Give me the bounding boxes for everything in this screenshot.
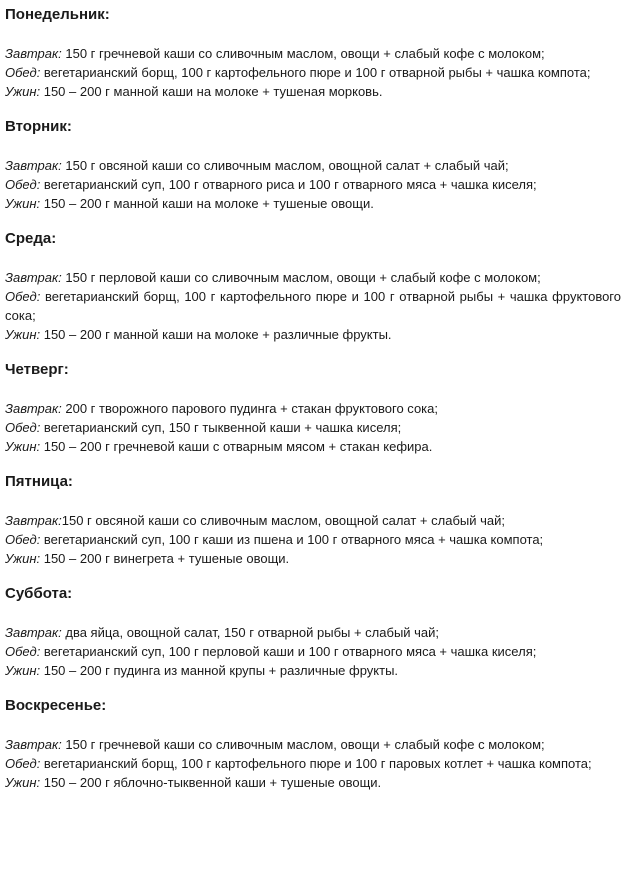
meal-text: два яйца, овощной салат, 150 г отварной рыбы + слабый чай; — [61, 625, 440, 640]
meal-lunch — [5, 530, 621, 549]
day-section-saturday — [5, 585, 621, 680]
meal-text: 150 г перловой каши со сливочным маслом, овощи + слабый кофе с молоком; — [61, 270, 541, 285]
day-section-tuesday — [5, 118, 621, 213]
meal-breakfast — [5, 156, 621, 175]
meal-label: Завтрак: — [5, 401, 62, 416]
meal-label: Ужин: — [5, 327, 41, 342]
meal-text: 150 – 200 г винегрета + тушеные овощи. — [40, 551, 290, 566]
meal-lunch — [5, 175, 621, 194]
meal-lunch — [5, 418, 621, 437]
day-title: Воскресенье: — [5, 697, 107, 714]
meal-label: Завтрак: — [5, 158, 62, 173]
meal-breakfast — [5, 623, 621, 642]
meal-label: Обед: — [5, 644, 41, 659]
meal-text: вегетарианский суп, 100 г каши из пшена и 100 г отварного мяса + чашка компота; — [40, 532, 544, 547]
day-title: Среда: — [5, 230, 57, 247]
day-title: Вторник: — [5, 118, 72, 135]
meal-label: Обед: — [5, 65, 41, 80]
meal-text: 150 г гречневой каши со сливочным маслом, овощи + слабый кофе с молоком; — [61, 46, 545, 61]
meal-lunch — [5, 63, 621, 82]
meal-text: вегетарианский суп, 150 г тыквенной каши + чашка киселя; — [40, 420, 402, 435]
meal-text: 150 – 200 г манной каши на молоке + тушеные овощи. — [40, 196, 374, 211]
meal-lunch — [5, 642, 621, 661]
meal-breakfast — [5, 399, 621, 418]
day-section-thursday — [5, 361, 621, 456]
meal-lunch — [5, 287, 621, 325]
meal-dinner — [5, 661, 621, 680]
meal-text: 150 – 200 г яблочно-тыквенной каши + тушеные овощи. — [40, 775, 382, 790]
meal-label: Завтрак: — [5, 625, 62, 640]
menu-article — [5, 6, 621, 792]
meal-dinner — [5, 549, 621, 568]
meal-text: вегетарианский борщ, 100 г картофельного пюре и 100 г отварной рыбы + чашка фруктового сока; — [5, 289, 621, 323]
meal-text: 150 – 200 г гречневой каши с отварным мясом + стакан кефира. — [40, 439, 433, 454]
meal-text: 150 – 200 г пудинга из манной крупы + различные фрукты. — [40, 663, 399, 678]
meal-label: Обед: — [5, 177, 41, 192]
day-title: Суббота: — [5, 585, 73, 602]
day-section-wednesday — [5, 230, 621, 344]
day-section-sunday — [5, 697, 621, 792]
meal-label: Обед: — [5, 756, 41, 771]
meal-text: вегетарианский борщ, 100 г картофельного пюре и 100 г отварной рыбы + чашка компота; — [40, 65, 591, 80]
meal-breakfast — [5, 735, 621, 754]
meal-label: Ужин: — [5, 775, 41, 790]
meal-breakfast — [5, 268, 621, 287]
meal-label: Ужин: — [5, 551, 41, 566]
meal-dinner — [5, 325, 621, 344]
meal-text: вегетарианский борщ, 100 г картофельного пюре и 100 г паровых котлет + чашка компота; — [40, 756, 592, 771]
meal-label: Ужин: — [5, 196, 41, 211]
meal-label: Завтрак: — [5, 737, 62, 752]
meal-text: 150 г овсяной каши со сливочным маслом, овощной салат + слабый чай; — [61, 158, 509, 173]
day-section-monday — [5, 6, 621, 101]
meal-text: 150 – 200 г манной каши на молоке + различные фрукты. — [40, 327, 392, 342]
day-title: Четверг: — [5, 361, 69, 378]
meal-label: Завтрак: — [5, 513, 62, 528]
day-title: Понедельник: — [5, 6, 110, 23]
meal-label: Обед: — [5, 289, 41, 304]
meal-text: 200 г творожного парового пудинга + стакан фруктового сока; — [61, 401, 438, 416]
meal-text: 150 – 200 г манной каши на молоке + тушеная морковь. — [40, 84, 383, 99]
meal-text: 150 г гречневой каши со сливочным маслом, овощи + слабый кофе с молоком; — [61, 737, 545, 752]
meal-text: вегетарианский суп, 100 г отварного риса и 100 г отварного мяса + чашка киселя; — [40, 177, 537, 192]
meal-label: Обед: — [5, 420, 41, 435]
meal-label: Ужин: — [5, 84, 41, 99]
meal-dinner — [5, 82, 621, 101]
meal-dinner — [5, 773, 621, 792]
meal-dinner — [5, 437, 621, 456]
meal-breakfast — [5, 511, 621, 530]
meal-label: Ужин: — [5, 663, 41, 678]
meal-label: Обед: — [5, 532, 41, 547]
meal-label: Ужин: — [5, 439, 41, 454]
meal-text: вегетарианский суп, 100 г перловой каши и 100 г отварного мяса + чашка киселя; — [40, 644, 537, 659]
meal-label: Завтрак: — [5, 46, 62, 61]
meal-text: 150 г овсяной каши со сливочным маслом, овощной салат + слабый чай; — [61, 513, 505, 528]
meal-label: Завтрак: — [5, 270, 62, 285]
day-title: Пятница: — [5, 473, 73, 490]
meal-dinner — [5, 194, 621, 213]
day-section-friday — [5, 473, 621, 568]
meal-lunch — [5, 754, 621, 773]
meal-breakfast — [5, 44, 621, 63]
